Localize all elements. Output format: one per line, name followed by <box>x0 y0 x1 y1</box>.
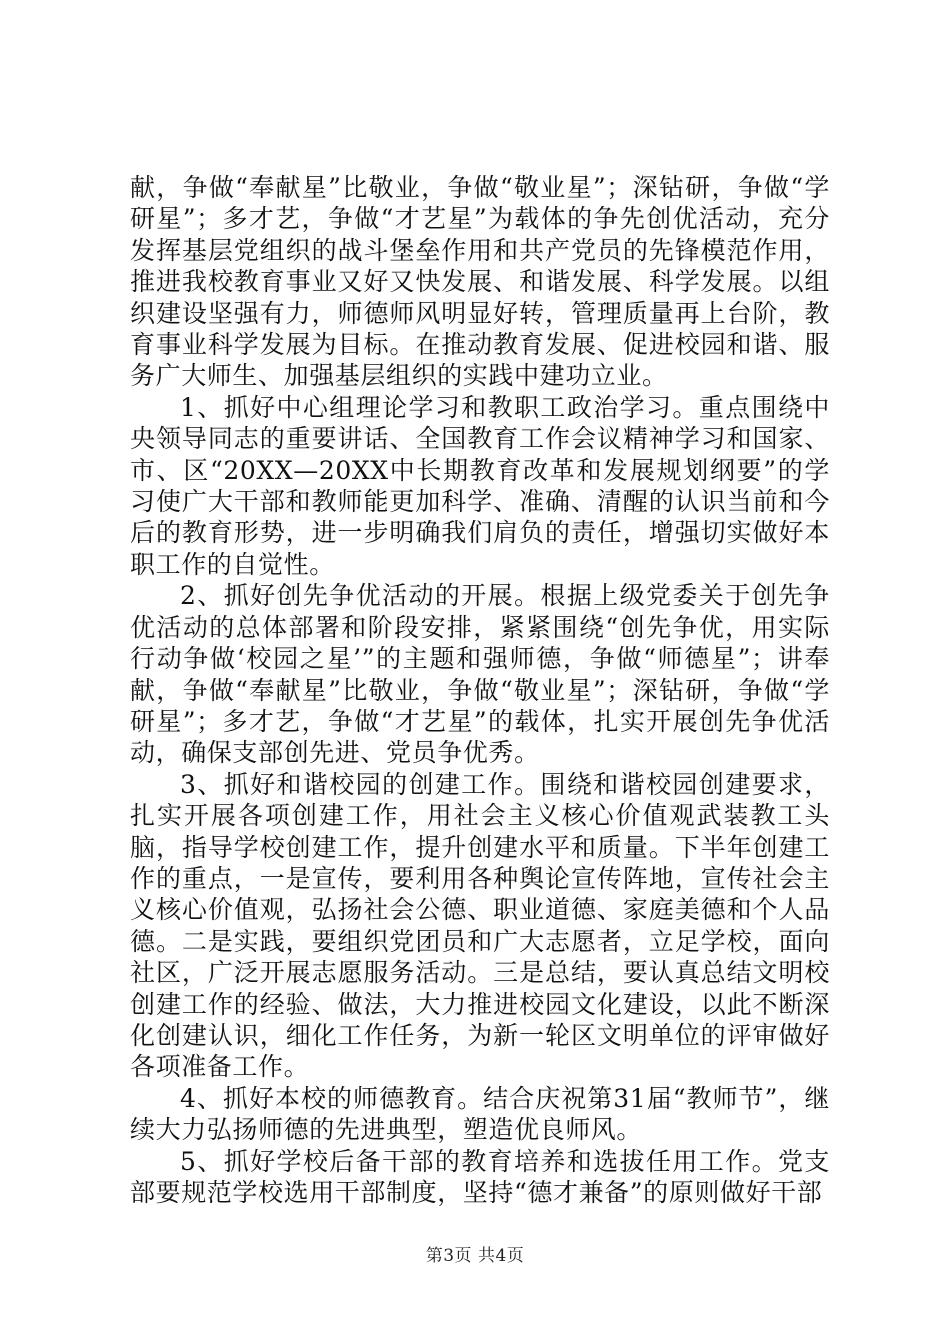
paragraph-item-5: 5、抓好学校后备干部的教育培养和选拔任用工作。党支部要规范学校选用干部制度，坚持“德才兼备”的原则做好干部 <box>130 1146 830 1207</box>
paragraph-item-3: 3、抓好和谐校园的创建工作。围绕和谐校园创建要求，扎实开展各项创建工作，用社会主义核心价值观武装教工头脑，指导学校创建工作，提升创建水平和质量。下半年创建工作的重点，一是宣传，要利用各种舆论宣传阵地，宣传社会主义核心价值观，弘扬社会公德、职业道德、家庭美德和个人品德。二是实践，要组织党团员和广大志愿者，立足学校，面向社区，广泛开展志愿服务活动。三是总结，要认真总结文明校创建工作的经验、做法，大力推进校园文化建设，以此不断深化创建认识，细化工作任务，为新一轮区文明单位的评审做好各项准备工作。 <box>130 769 830 1082</box>
document-body <box>130 172 830 1208</box>
paragraph-intro-continued: 献，争做“奉献星”比敬业，争做“敬业星”；深钻研，争做“学研星”；多才艺，争做“才艺星”为载体的争先创优活动，充分发挥基层党组织的战斗堡垒作用和共产党员的先锋模范作用，推进我校教育事业又好又快发展、和谐发展、科学发展。以组织建设坚强有力，师德师风明显好转，管理质量再上台阶，教育事业科学发展为目标。在推动教育发展、促进校园和谐、服务广大师生、加强基层组织的实践中建功立业。 <box>130 173 830 391</box>
paragraph-item-4: 4、抓好本校的师德教育。结合庆祝第31届“教师节”，继续大力弘扬师德的先进典型，塑造优良师风。 <box>130 1083 830 1145</box>
paragraph-item-1: 1、抓好中心组理论学习和教职工政治学习。重点围绕中央领导同志的重要讲话、全国教育工作会议精神学习和国家、市、区“20XX—20XX中长期教育改革和发展规划纲要”的学习使广大干部和教师能更加科学、准确、清醒的认识当前和今后的教育形势，进一步明确我们肩负的责任，增强切实做好本职工作的自觉性。 <box>130 392 830 579</box>
page-footer: 第3页 共4页 <box>425 1246 525 1266</box>
paragraph-item-2: 2、抓好创先争优活动的开展。根据上级党委关于创先争优活动的总体部署和阶段安排，紧紧围绕“创先争优，用实际行动争做‘校园之星’”的主题和强师德，争做“师德星”；讲奉献，争做“奉献星”比敬业，争做“敬业星”；深钻研，争做“学研星”；多才艺，争做“才艺星”的载体，扎实开展创先争优活动，确保支部创先进、党员争优秀。 <box>130 581 830 768</box>
